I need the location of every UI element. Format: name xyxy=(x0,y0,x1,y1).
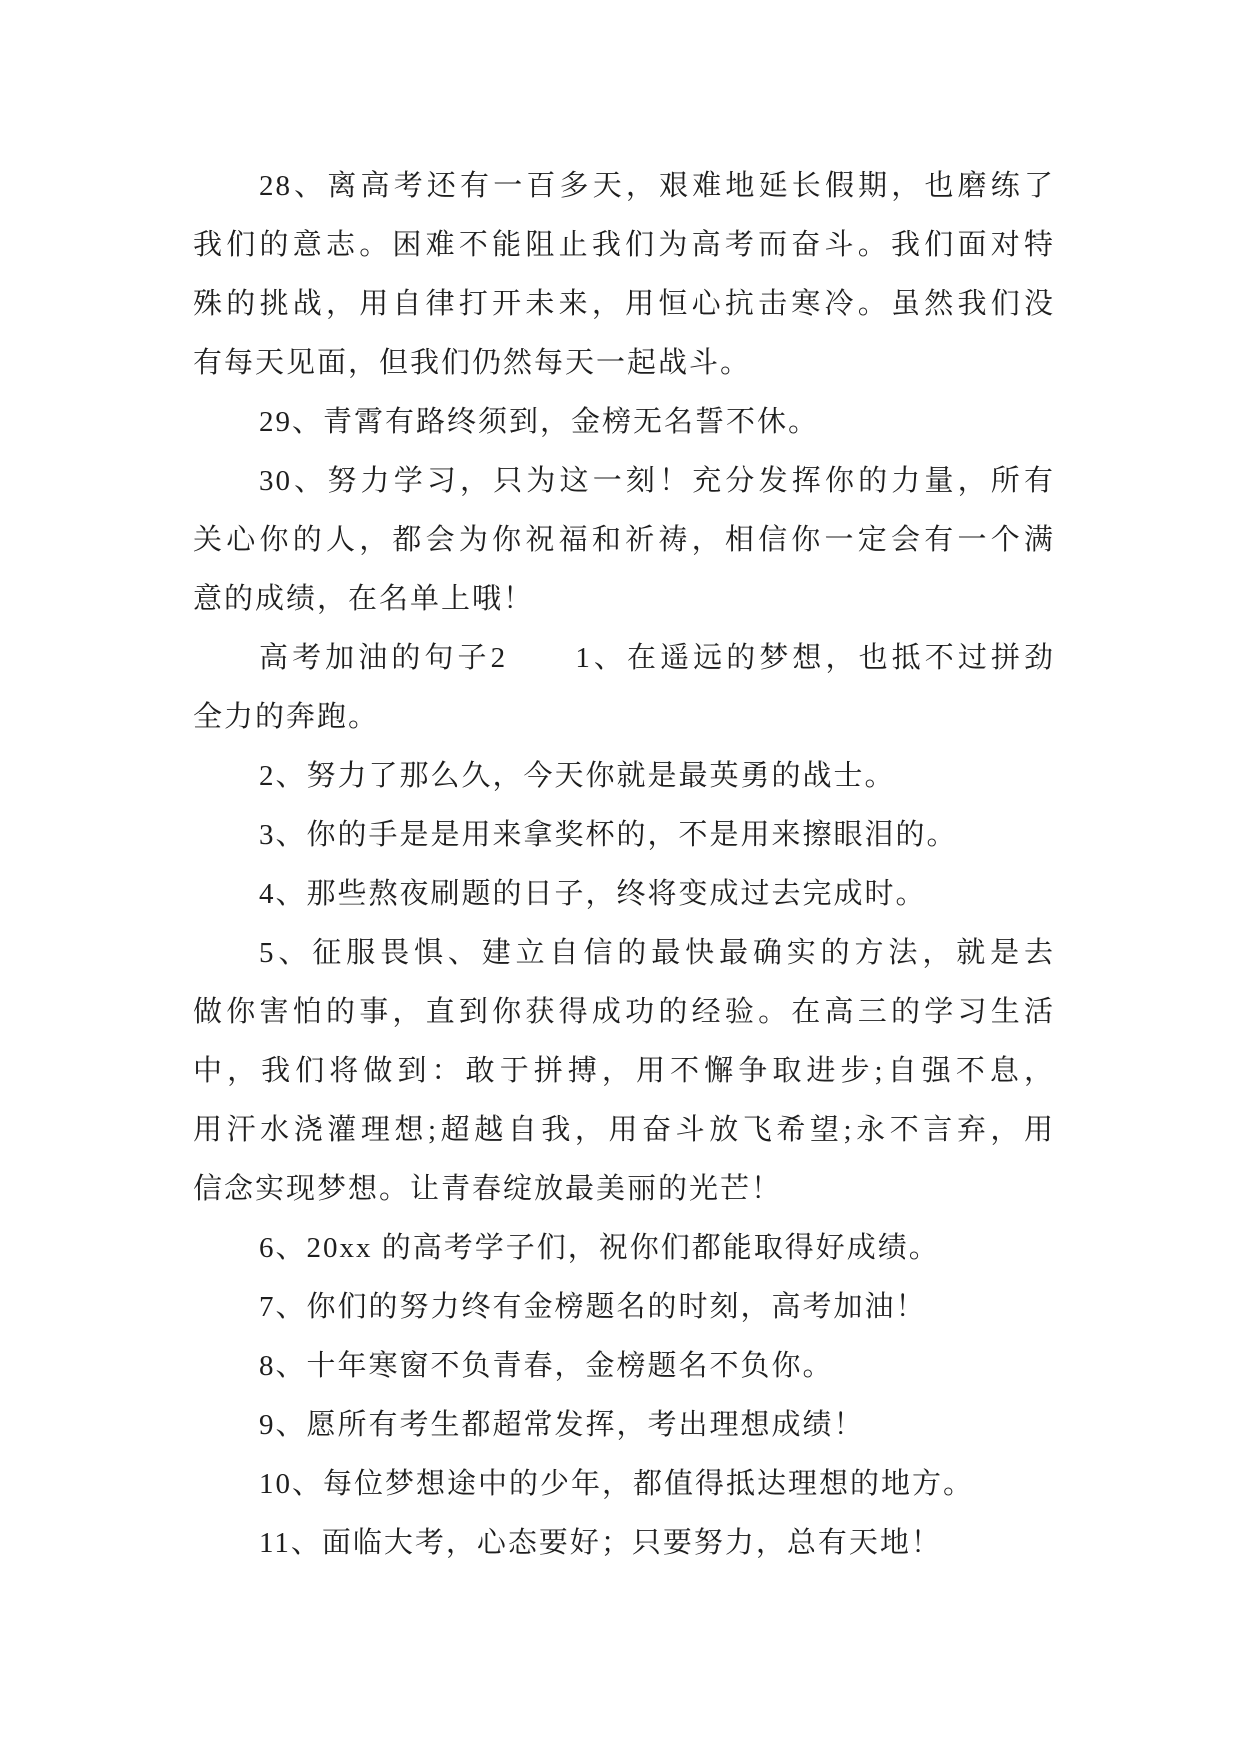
text-line: 殊的挑战，用自律打开未来，用恒心抗击寒冷。虽然我们没 xyxy=(193,288,1055,320)
text-line: 用汗水浇灌理想;超越自我，用奋斗放飞希望;永不言弃，用 xyxy=(193,1114,1055,1146)
text-line: 高考加油的句子2 1、在遥远的梦想，也抵不过拼劲 xyxy=(259,642,1055,674)
paragraph-item-5 xyxy=(193,924,1055,1219)
text-line: 做你害怕的事，直到你获得成功的经验。在高三的学习生活 xyxy=(193,996,1055,1028)
text-line: 全力的奔跑。 xyxy=(193,701,380,733)
paragraph-item-3 xyxy=(193,806,1055,865)
text-line: 10、每位梦想途中的少年，都值得抵达理想的地方。 xyxy=(259,1468,975,1500)
text-line: 28、离高考还有一百多天，艰难地延长假期，也磨练了 xyxy=(259,170,1055,202)
paragraph-item-9 xyxy=(193,1396,1055,1455)
section-heading-paragraph xyxy=(193,629,1055,747)
text-line: 7、你们的努力终有金榜题名的时刻，高考加油！ xyxy=(259,1291,927,1323)
text-line: 我们的意志。困难不能阻止我们为高考而奋斗。我们面对特 xyxy=(193,229,1055,261)
text-line: 中，我们将做到：敢于拼搏，用不懈争取进步;自强不息， xyxy=(193,1055,1055,1087)
text-line: 2、努力了那么久，今天你就是最英勇的战士。 xyxy=(259,760,896,792)
text-line: 29、青霄有路终须到，金榜无名誓不休。 xyxy=(259,406,820,438)
text-line: 3、你的手是是用来拿奖杯的，不是用来擦眼泪的。 xyxy=(259,819,958,851)
paragraph-item-11 xyxy=(193,1514,1055,1573)
paragraph-item-8 xyxy=(193,1337,1055,1396)
paragraph-item-7 xyxy=(193,1278,1055,1337)
document-body xyxy=(193,157,1055,1573)
text-line: 30、努力学习，只为这一刻！充分发挥你的力量，所有 xyxy=(259,465,1055,497)
text-line: 关心你的人，都会为你祝福和祈祷，相信你一定会有一个满 xyxy=(193,524,1055,556)
paragraph-item-4 xyxy=(193,865,1055,924)
text-line: 意的成绩，在名单上哦！ xyxy=(193,583,535,615)
paragraph-item-30 xyxy=(193,452,1055,629)
text-line: 信念实现梦想。让青春绽放最美丽的光芒！ xyxy=(193,1173,783,1205)
text-line: 5、征服畏惧、建立自信的最快最确实的方法，就是去 xyxy=(259,937,1055,969)
text-line: 4、那些熬夜刷题的日子，终将变成过去完成时。 xyxy=(259,878,927,910)
paragraph-item-6 xyxy=(193,1219,1055,1278)
paragraph-item-29 xyxy=(193,393,1055,452)
paragraph-item-28 xyxy=(193,157,1055,393)
text-line: 11、面临大考，心态要好；只要努力，总有天地！ xyxy=(259,1527,942,1559)
text-line: 9、愿所有考生都超常发挥，考出理想成绩！ xyxy=(259,1409,865,1441)
text-line: 6、20xx 的高考学子们，祝你们都能取得好成绩。 xyxy=(259,1232,940,1264)
text-line: 有每天见面，但我们仍然每天一起战斗。 xyxy=(193,347,752,379)
paragraph-item-2 xyxy=(193,747,1055,806)
paragraph-item-10 xyxy=(193,1455,1055,1514)
text-line: 8、十年寒窗不负青春，金榜题名不负你。 xyxy=(259,1350,834,1382)
